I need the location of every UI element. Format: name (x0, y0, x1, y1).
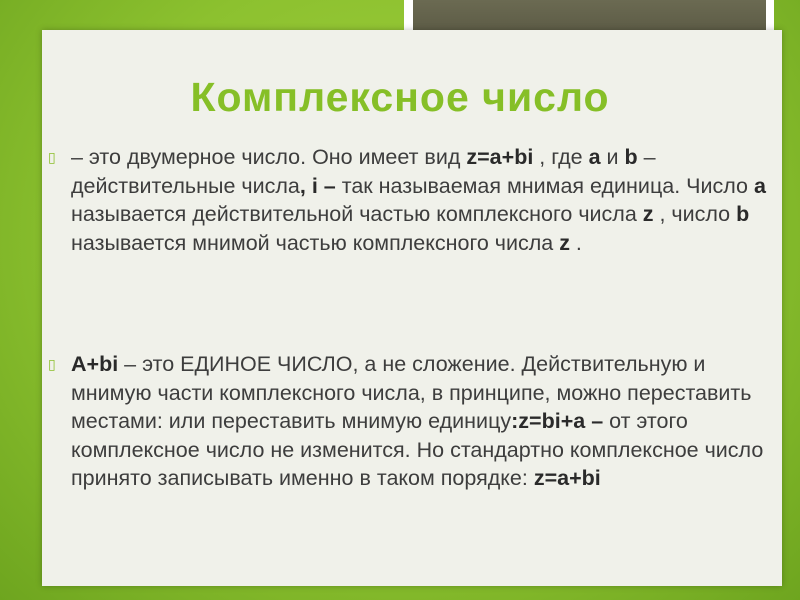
emphasis-text: :z=bi+a – (511, 409, 604, 433)
text-run: – это двумерное число. Оно имеет вид (71, 145, 467, 169)
slide-title: Комплексное число (190, 74, 610, 120)
text-run: называется действительной частью комплексного числа (71, 202, 643, 226)
emphasis-text: i – (311, 173, 336, 198)
text-run: называется мнимой частью комплексного числа (71, 230, 560, 255)
emphasis-text: b (624, 145, 638, 169)
text-run: так называемая мнимая единица. Число (335, 173, 754, 198)
bullet-icon: ▯ (48, 149, 56, 165)
text-run: , где (533, 145, 589, 169)
paragraph-order (48, 350, 771, 493)
emphasis-text: a (588, 145, 601, 169)
emphasis-text: , (299, 173, 306, 198)
text-run: от этого комплексное число не изменится. Но стандартно комплексное число принято записывать именно в таком порядке: (71, 409, 764, 490)
emphasis-text: a (753, 173, 766, 198)
emphasis-text: A+bi (71, 352, 119, 376)
text-run: – это ЕДИНОЕ ЧИСЛО, а не сложение. Действительную и мнимую части комплексного числа, в принципе, можно переставить местами: или переставить мнимую единицу (71, 352, 752, 433)
paragraph-order-text (71, 352, 763, 490)
text-run: и (600, 145, 625, 169)
emphasis-text: z (559, 230, 570, 255)
emphasis-text: b (736, 202, 750, 226)
emphasis-text: z=a+bi (533, 466, 601, 490)
text-run: . (569, 230, 582, 255)
text-run: , число (653, 202, 737, 226)
bullet-icon: ▯ (48, 356, 56, 372)
text-run: – действительные числа (71, 145, 656, 198)
paragraph-definition-text (71, 145, 766, 255)
emphasis-text: z (642, 202, 654, 226)
paragraph-definition (48, 143, 771, 257)
emphasis-text: z=a+bi (466, 145, 534, 169)
